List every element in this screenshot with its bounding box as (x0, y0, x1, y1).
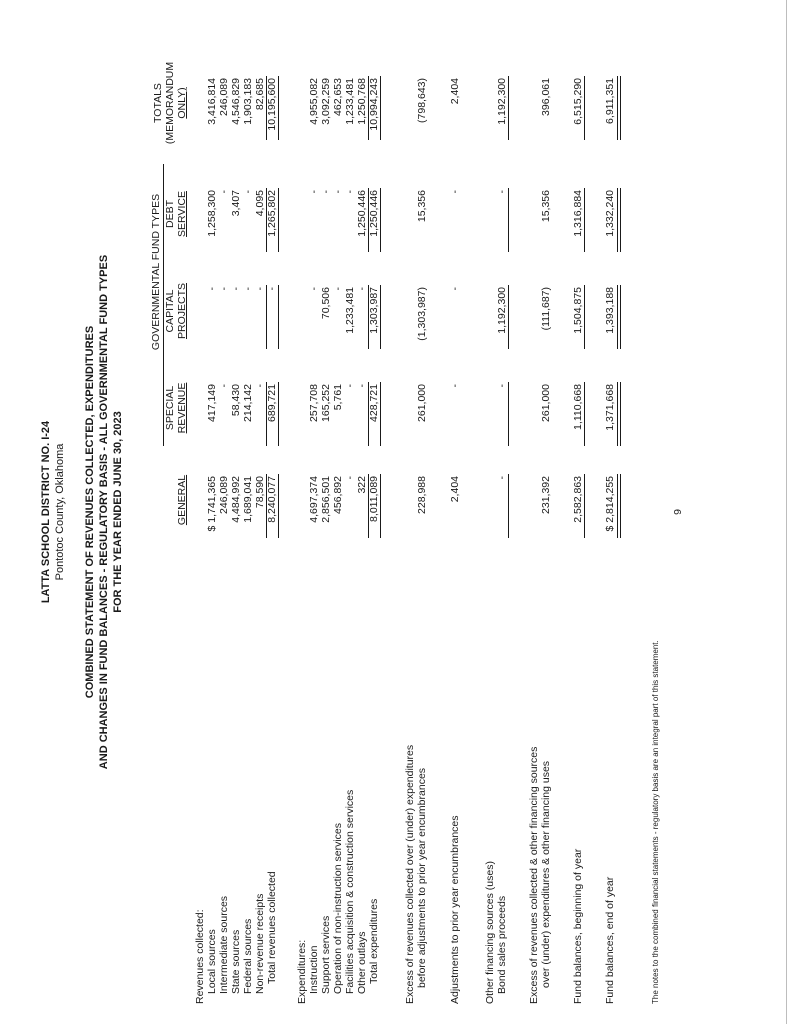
row-label-adjust: Adjustments to prior year encumbrances (449, 815, 461, 1004)
cell-noninst-special: 5,761 (332, 384, 344, 411)
rule-totexp-total (380, 76, 381, 140)
cell-excess1-capital: (1,303,987) (416, 287, 428, 341)
row-label-totrev: Total revenues collected (266, 871, 278, 984)
cell-totexp-special: 428,721 (368, 384, 380, 422)
cell-nonrev-special: - (254, 384, 266, 388)
debt-header-line2: SERVICE (176, 191, 188, 237)
rule-begin-special (584, 382, 585, 446)
group-header-governmental: GOVERNMENTAL FUND TYPES (150, 193, 162, 351)
cell-end-capital: 1,393,188 (604, 287, 616, 334)
row-label-nonrev: Non-revenue receipts (254, 893, 266, 994)
cell-nonrev-general: 78,590 (254, 476, 266, 509)
rule-bond-total (508, 76, 509, 140)
rule-bond-capital (508, 285, 509, 349)
statement-title-line3: FOR THE YEAR ENDED JUNE 30, 2023 (112, 411, 124, 613)
cell-bond-capital: 1,192,300 (496, 287, 508, 334)
cell-local-general: $ 1,741,365 (206, 476, 218, 532)
cell-facilities-debt: - (344, 190, 356, 194)
rule-begin-general (584, 474, 585, 538)
row-label-instruction: Instruction (308, 945, 320, 994)
row-label-noninst: Operation of non-instruction services (332, 823, 344, 994)
cell-intermediate-special: - (218, 384, 230, 388)
cell-other-total: 1,250,768 (356, 78, 368, 125)
cell-noninst-general: 456,892 (332, 476, 344, 514)
cell-adjust-general: 2,404 (449, 476, 461, 503)
debt-header-line1: DEBT (164, 199, 176, 229)
cell-other-capital: - (356, 287, 368, 291)
double-rule-end-special (617, 382, 621, 446)
cell-local-special: 417,149 (206, 384, 218, 422)
cell-support-special: 165,252 (320, 384, 332, 422)
rule-begin-total (584, 76, 585, 140)
double-rule-end-general (617, 474, 621, 538)
cell-totrev-total: 10,195,600 (266, 78, 278, 131)
cell-totexp-debt: 1,250,446 (368, 190, 380, 237)
cell-facilities-general: - (344, 476, 356, 480)
rule-nonrev-capital (266, 285, 267, 349)
cell-intermediate-capital: - (218, 287, 230, 291)
cell-instruction-capital: - (308, 287, 320, 291)
cell-end-general: $ 2,814,255 (604, 476, 616, 532)
cell-begin-general: 2,582,863 (572, 476, 584, 523)
cell-totrev-special: 689,721 (266, 384, 278, 422)
capital-header-line2: PROJECTS (176, 282, 188, 340)
cell-nonrev-capital: - (254, 287, 266, 291)
county-name: Pontotoc County, Oklahoma (54, 443, 66, 581)
cell-nonrev-total: 82,685 (254, 78, 266, 111)
rule-totexp-general (380, 474, 381, 538)
row-label-other: Other outlays (356, 931, 368, 994)
special-header-line1: SPECIAL (164, 385, 176, 431)
cell-begin-special: 1,110,668 (572, 384, 584, 430)
cell-begin-capital: 1,504,875 (572, 287, 584, 334)
cell-totexp-capital: 1,303,987 (368, 287, 380, 334)
rule-bond-debt (508, 188, 509, 252)
cell-excess1-total: (798,643) (416, 78, 428, 123)
rule-begin-capital (584, 285, 585, 349)
row-label-rev_hdr: Revenues collected: (194, 909, 206, 1004)
row-label-local: Local sources (206, 929, 218, 994)
row-label-excess2-line2: over (under) expenditures & other financing uses (540, 760, 552, 988)
cell-support-capital: 70,506 (320, 287, 332, 320)
cell-instruction-special: 257,708 (308, 384, 320, 422)
special-header-line2: REVENUE (176, 382, 188, 434)
cell-federal-capital: - (242, 287, 254, 291)
cell-excess2-capital: (111,687) (540, 287, 552, 331)
rule-totrev-total (278, 76, 279, 140)
rule-totrev-general (278, 474, 279, 538)
cell-excess2-debt: 15,356 (540, 190, 552, 223)
cell-totexp-total: 10,994,243 (368, 78, 380, 131)
cell-totrev-general: 8,240,077 (266, 476, 278, 523)
capital-header-line1: CAPITAL (164, 289, 176, 333)
cell-local-total: 3,416,814 (206, 78, 218, 125)
totals-header-line3: ONLY) (176, 87, 188, 119)
rule-totrev-special (278, 382, 279, 446)
cell-bond-special: - (496, 384, 508, 388)
cell-end-special: 1,371,668 (604, 384, 616, 431)
cell-other-general: 322 (356, 476, 368, 494)
row-label-ofs_hdr: Other financing sources (uses) (484, 861, 496, 1004)
cell-local-debt: 1,258,300 (206, 190, 218, 237)
row-label-excess2-line1: Excess of revenues collected & other financing sources (528, 746, 540, 1004)
row-label-federal: Federal sources (242, 918, 254, 994)
cell-intermediate-general: 246,089 (218, 476, 230, 514)
double-rule-end-capital (617, 285, 621, 349)
cell-noninst-total: 462,653 (332, 78, 344, 116)
cell-federal-debt: - (242, 190, 254, 194)
cell-intermediate-debt: - (218, 190, 230, 194)
rule-totexp-debt (380, 188, 381, 252)
cell-totrev-capital: - (266, 287, 278, 291)
cell-instruction-general: 4,697,374 (308, 476, 320, 523)
cell-excess2-general: 231,392 (540, 476, 552, 514)
cell-support-debt: - (320, 190, 332, 194)
cell-federal-general: 1,689,041 (242, 476, 254, 523)
cell-intermediate-total: 246,089 (218, 78, 230, 116)
cell-state-debt: 3,407 (230, 190, 242, 217)
cell-end-debt: 1,332,240 (604, 190, 616, 237)
cell-adjust-special: - (449, 384, 461, 388)
row-label-excess1-line2: before adjustments to prior year encumbrances (416, 767, 428, 988)
cell-bond-total: 1,192,300 (496, 78, 508, 125)
cell-state-special: 58,430 (230, 384, 242, 417)
cell-state-general: 4,484,992 (230, 476, 242, 523)
cell-noninst-debt: - (332, 190, 344, 194)
rule-bond-general (508, 474, 509, 538)
cell-excess2-total: 396,061 (540, 78, 552, 116)
cell-excess2-special: 261,000 (540, 384, 552, 422)
row-label-facilities: Facilities acquisition & construction services (344, 789, 356, 994)
cell-adjust-capital: - (449, 287, 461, 291)
cell-federal-total: 1,903,183 (242, 78, 254, 125)
row-label-intermediate: Intermediate sources (218, 895, 230, 994)
cell-nonrev-debt: 4,095 (254, 190, 266, 217)
statement-title-line1: COMBINED STATEMENT OF REVENUES COLLECTED, EXPENDITURES (84, 325, 96, 699)
row-label-support: Support services (320, 915, 332, 994)
cell-other-special: - (356, 384, 368, 388)
cell-facilities-special: - (344, 384, 356, 388)
rule-totrev-capital (278, 285, 279, 349)
cell-facilities-total: 1,233,481 (344, 78, 356, 125)
statement-title-line2: AND CHANGES IN FUND BALANCES - REGULATORY BASIS - ALL GOVERNMENTAL FUND TYPES (98, 254, 110, 770)
rule-begin-debt (584, 188, 585, 252)
rule-totexp-special (380, 382, 381, 446)
double-rule-end-total (617, 76, 621, 140)
cell-support-total: 3,092,259 (320, 78, 332, 125)
cell-adjust-total: 2,404 (449, 78, 461, 105)
cell-state-total: 4,546,829 (230, 78, 242, 125)
cell-local-capital: - (206, 287, 218, 291)
cell-excess1-general: 228,988 (416, 476, 428, 514)
totals-header-line2: (MEMORANDUM (164, 61, 176, 145)
cell-other-debt: 1,250,446 (356, 190, 368, 237)
row-label-exp_hdr: Expenditures: (296, 939, 308, 1004)
cell-end-total: 6,911,351 (604, 78, 616, 124)
cell-federal-special: 214,142 (242, 384, 254, 422)
rule-bond-special (508, 382, 509, 446)
cell-bond-general: - (496, 476, 508, 480)
row-label-end: Fund balances, end of year (604, 876, 616, 1004)
cell-noninst-capital: - (332, 287, 344, 291)
footnote: The notes to the combined financial statements - regulatory basis are an integral part of this statement. (651, 640, 660, 1004)
cell-bond-debt: - (496, 190, 508, 194)
cell-adjust-debt: - (449, 190, 461, 194)
cell-excess1-debt: 15,356 (416, 190, 428, 223)
cell-instruction-total: 4,955,082 (308, 78, 320, 125)
rule-totexp-capital (380, 285, 381, 349)
double-rule-end-debt (617, 188, 621, 252)
cell-totexp-general: 8,011,089 (368, 476, 380, 522)
row-label-state: State sources (230, 929, 242, 994)
row-label-begin: Fund balances, beginning of year (572, 848, 584, 1004)
rule-totrev-debt (278, 188, 279, 252)
cell-support-general: 2,856,501 (320, 476, 332, 523)
cell-begin-debt: 1,316,884 (572, 190, 584, 237)
district-name: LATTA SCHOOL DISTRICT NO. I-24 (40, 420, 52, 604)
totals-header-line1: TOTALS (152, 83, 164, 123)
row-label-excess1-line1: Excess of revenues collected over (under) expenditures (404, 744, 416, 1004)
cell-state-capital: - (230, 287, 242, 291)
cell-facilities-capital: 1,233,481 (344, 287, 356, 334)
page-number: 9 (672, 509, 684, 515)
general-header: GENERAL (176, 474, 188, 526)
cell-totrev-debt: 1,265,802 (266, 190, 278, 237)
cell-instruction-debt: - (308, 190, 320, 194)
row-label-bond: Bond sales proceeds (496, 895, 508, 994)
row-label-totexp: Total expenditures (368, 898, 380, 984)
cell-begin-total: 6,515,290 (572, 78, 584, 125)
cell-excess1-special: 261,000 (416, 384, 428, 422)
